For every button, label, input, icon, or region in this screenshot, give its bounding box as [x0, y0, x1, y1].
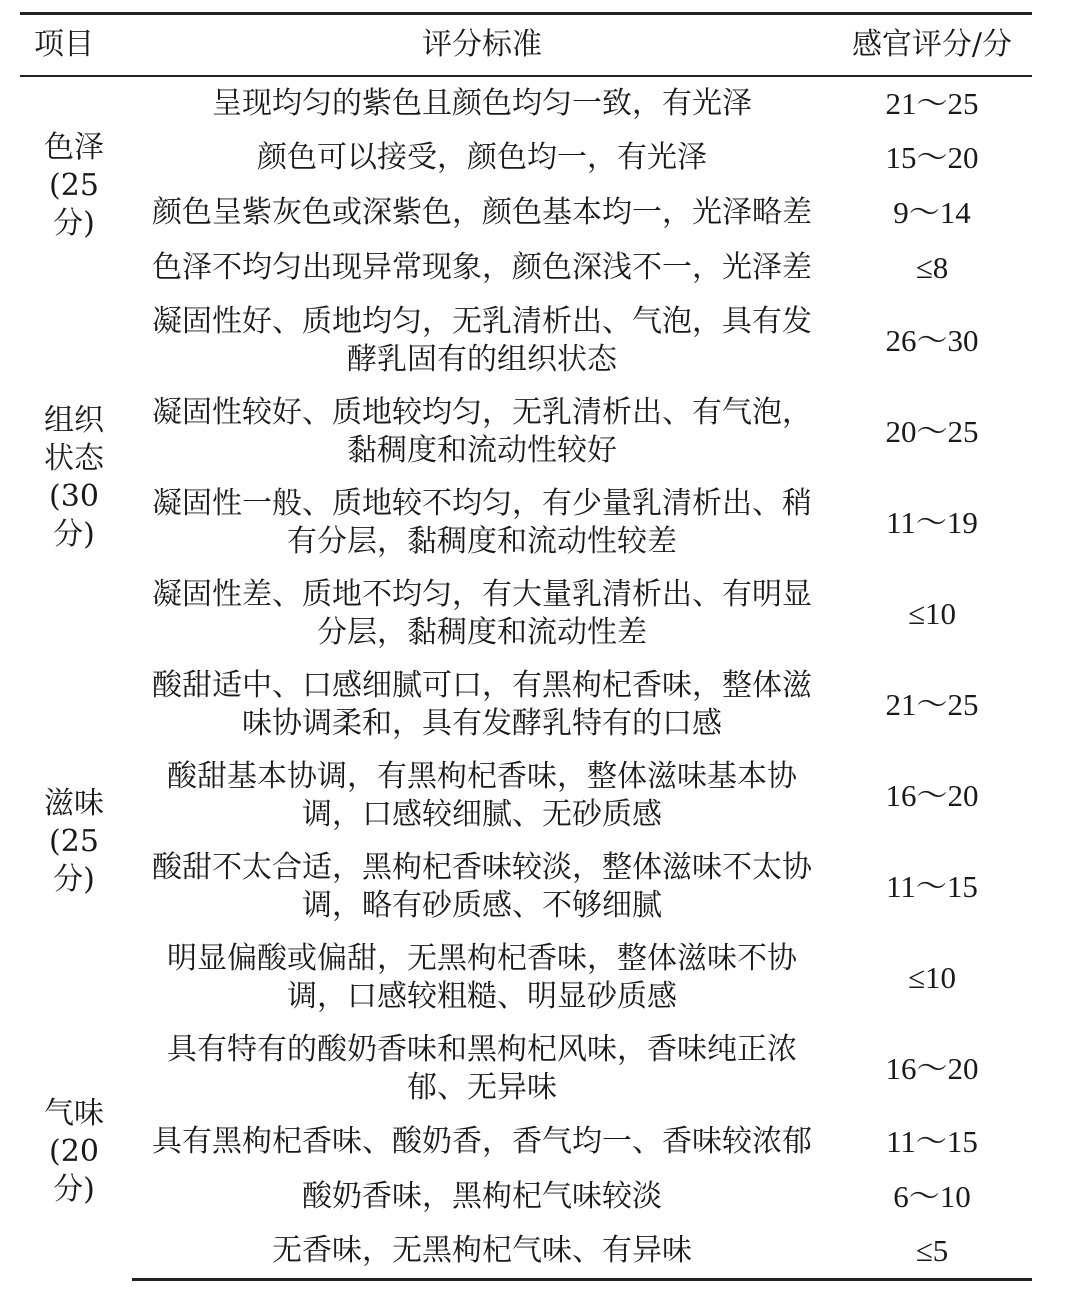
criterion-cell: 酸奶香味，黑枸杞气味较淡	[302, 1179, 662, 1214]
table-row	[20, 660, 1032, 751]
table-row	[20, 478, 1032, 569]
criterion-cell: 具有特有的酸奶香味和黑枸杞风味，香味纯正浓郁、无异味	[167, 1032, 797, 1105]
category-name: 色泽	[44, 130, 104, 165]
table-row	[20, 1170, 1032, 1225]
score-cell: 6～10	[893, 1179, 971, 1214]
category-points: (25分)	[49, 168, 99, 241]
criterion-cell: 无香味，无黑枸杞气味、有异味	[132, 1225, 832, 1280]
sensory-evaluation-table-container	[20, 12, 1032, 1281]
category-cell-color	[20, 76, 132, 296]
criterion-cell: 酸甜适中、口感细腻可口，有黑枸杞香味，整体滋味协调柔和，具有发酵乳特有的口感	[152, 668, 812, 741]
criterion-cell: 呈现均匀的紫色且颜色均匀一致，有光泽	[212, 85, 752, 121]
score-cell: 16～20	[885, 1051, 979, 1086]
category-name: 状态	[44, 440, 104, 476]
score-cell: 11～15	[886, 1124, 978, 1159]
category-cell-odor	[20, 1024, 132, 1280]
criterion-cell: 凝固性一般、质地较不均匀，有少量乳清析出、稍有分层，黏稠度和流动性较差	[152, 486, 812, 559]
score-cell: 11～15	[886, 869, 978, 904]
score-cell: ≤10	[907, 960, 956, 995]
criterion-cell: 颜色可以接受，颜色均一，有光泽	[257, 140, 707, 175]
table-row	[20, 751, 1032, 842]
table-row	[20, 1024, 1032, 1115]
table-row	[20, 1115, 1032, 1170]
table-row	[20, 131, 1032, 186]
score-cell: 21～25	[885, 85, 979, 121]
header-criteria: 评分标准	[132, 14, 832, 76]
table-body	[20, 76, 1032, 1280]
score-cell: 11～19	[886, 505, 978, 540]
criterion-cell: 酸甜基本协调，有黑枸杞香味，整体滋味基本协调，口感较细腻、无砂质感	[167, 759, 797, 832]
header-item: 项目	[20, 14, 132, 76]
table-row	[20, 241, 1032, 296]
criterion-cell: 酸甜不太合适，黑枸杞香味较淡，整体滋味不太协调，略有砂质感、不够细腻	[152, 850, 812, 923]
category-name: 滋味	[44, 785, 104, 821]
criterion-cell: 凝固性较好、质地较均匀，无乳清析出、有气泡，黏稠度和流动性较好	[152, 395, 812, 468]
score-cell: 15～20	[885, 140, 979, 175]
category-name: 气味	[44, 1095, 104, 1131]
table-row	[20, 569, 1032, 660]
category-cell-taste	[20, 660, 132, 1024]
score-cell: 16～20	[885, 778, 979, 813]
score-cell: 21～25	[885, 687, 979, 722]
table-row	[20, 842, 1032, 933]
criterion-cell: 色泽不均匀出现异常现象，颜色深浅不一，光泽差	[152, 250, 812, 285]
table-row	[20, 1225, 1032, 1280]
table-row	[20, 186, 1032, 241]
category-points: (20分)	[49, 1133, 99, 1207]
criterion-cell: 明显偏酸或偏甜，无黑枸杞香味，整体滋味不协调，口感较粗糙、明显砂质感	[167, 941, 797, 1014]
category-cell-texture	[20, 296, 132, 660]
criterion-cell: 凝固性好、质地均匀，无乳清析出、气泡，具有发酵乳固有的组织状态	[152, 304, 812, 377]
score-cell: 26～30	[885, 323, 979, 358]
category-points: (25分)	[49, 823, 99, 897]
sensory-evaluation-table	[20, 12, 1032, 1281]
table-row	[20, 296, 1032, 387]
table-row	[20, 76, 1032, 131]
score-cell: 9～14	[893, 195, 971, 230]
header-score: 感官评分/分	[832, 14, 1032, 76]
criterion-cell: 凝固性差、质地不均匀，有大量乳清析出、有明显分层，黏稠度和流动性差	[152, 577, 812, 650]
table-row	[20, 933, 1032, 1024]
score-cell: ≤8	[915, 250, 949, 285]
criterion-cell: 具有黑枸杞香味、酸奶香，香气均一、香味较浓郁	[152, 1124, 812, 1159]
table-header	[20, 14, 1032, 76]
score-cell: ≤10	[907, 596, 956, 631]
score-cell: ≤5	[832, 1225, 1032, 1280]
category-points: (30分)	[49, 478, 99, 552]
header-row	[20, 14, 1032, 76]
table-row	[20, 387, 1032, 478]
category-name: 组织	[44, 402, 104, 438]
score-cell: 20～25	[885, 414, 979, 449]
criterion-cell: 颜色呈紫灰色或深紫色，颜色基本均一，光泽略差	[152, 195, 812, 230]
